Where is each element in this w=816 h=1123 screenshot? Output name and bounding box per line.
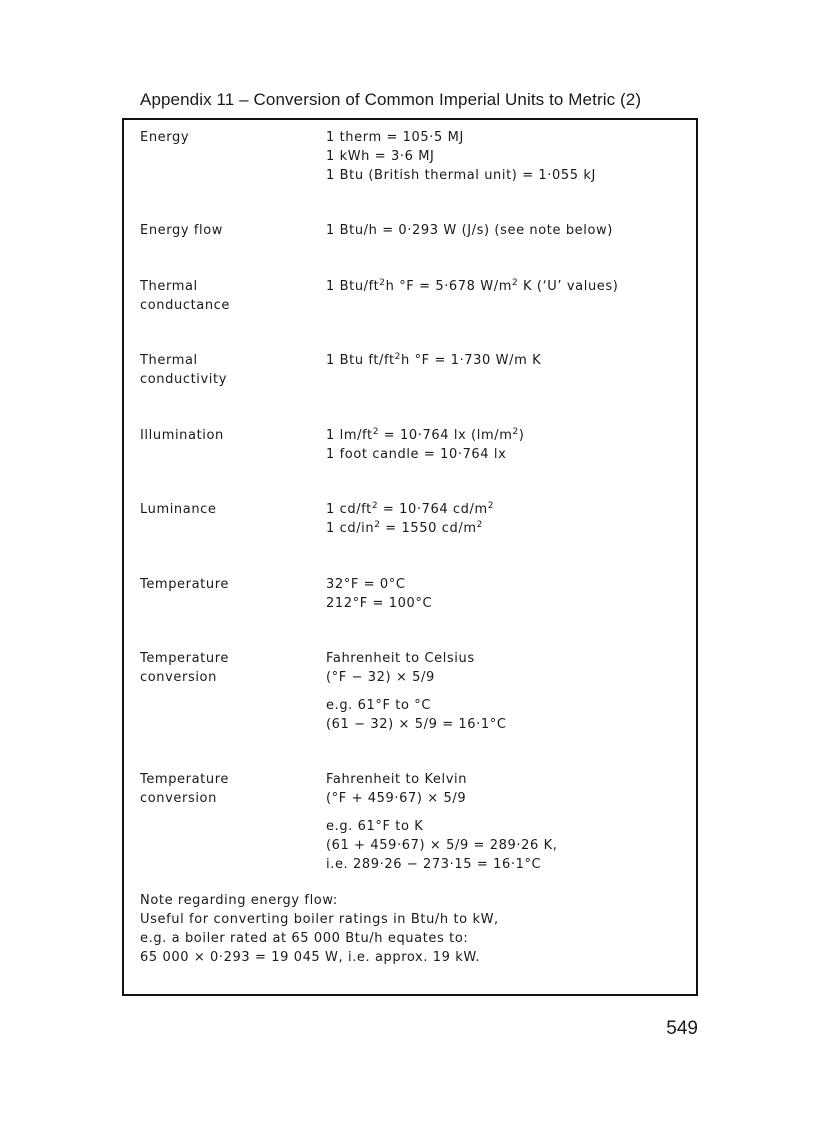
page-number: 549 (666, 1018, 698, 1039)
row-label: Luminance (140, 502, 217, 517)
row-value: 1 $lm/ft^2 = 10\cdot 764$ lx $(lm/m^2)$ 1 foot candle = 10·764 lx (326, 427, 525, 462)
row-value: 1 Btu $ft/ft^2h$ °F = 1·730 W/m K (326, 352, 542, 368)
row-value: 1 Btu/$ft^2h$ °F = 5·678 $W/m^2$ K (‘U’ values) (326, 278, 619, 294)
energy-flow-note: Note regarding energy flow: Useful for converting boiler ratings in Btu/h to kW, e.g. a boiler rated at 65 000 Btu/h equates to: 65 000 × 0·293 = 19 045 W, i.e. approx. 19 kW. (140, 893, 499, 965)
row-label: Energy (140, 130, 190, 145)
row-value: 1 therm = 105·5 MJ 1 kWh = 3·6 MJ 1 Btu (British thermal unit) = 1·055 kJ (326, 130, 596, 183)
page-heading: Appendix 11 – Conversion of Common Imperial Units to Metric (2) (140, 90, 642, 109)
row-label: Illumination (140, 428, 224, 443)
row-value: 1 Btu/h = 0·293 W (J/s) (see note below) (326, 223, 613, 238)
row-label: Thermal conductivity (140, 353, 227, 387)
row-label: Energy flow (140, 223, 224, 238)
row-label: Temperature (140, 577, 229, 592)
row-label: Temperature conversion (140, 772, 229, 806)
row-label: Temperature conversion (140, 651, 229, 685)
row-value: Fahrenheit to Celsius (°F − 32) × 5/9 e.g. 61°F to °C (61 − 32) × 5/9 = 16·1°C (326, 651, 507, 732)
row-label: Thermal conductance (140, 279, 231, 313)
row-value: Fahrenheit to Kelvin (°F + 459·67) × 5/9 e.g. 61°F to K (61 + 459·67) × 5/9 = 289·26 K, i.e. 289·26 − 273·15 = 16·1°C (326, 772, 558, 872)
conversion-table-box (122, 118, 698, 996)
row-value: 32°F = 0°C 212°F = 100°C (326, 577, 433, 611)
row-value: 1 $cd/ft^2 = 10\cdot 764$ $cd/m^2$ 1 $cd/in^2 = 1550$ $cd/m^2$ (326, 501, 495, 536)
